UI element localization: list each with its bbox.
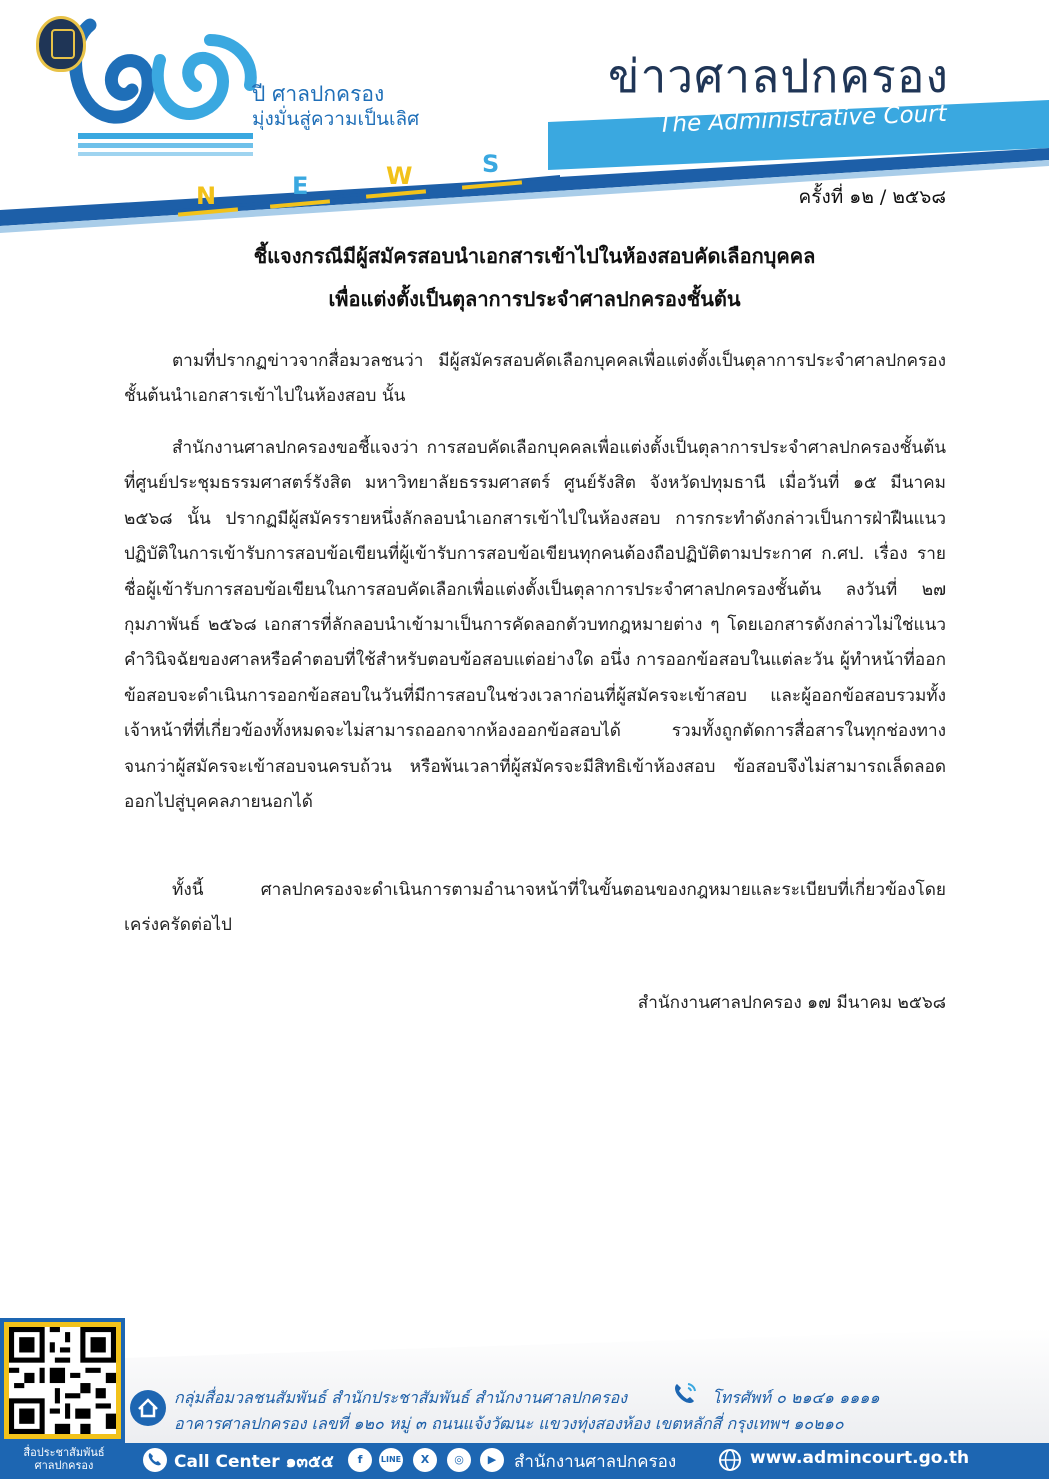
news-letter-e: E <box>292 172 309 200</box>
paragraph-3: ทั้งนี้ ศาลปกครองจะดำเนินการตามอำนาจหน้าที่ในขั้นตอนของกฎหมายและระเบียบที่เกี่ยวข้องโดยเคร่งครัดต่อไป <box>124 880 946 936</box>
paragraph-1: ตามที่ปรากฏข่าวจากสื่อมวลชนว่า มีผู้สมัครสอบคัดเลือกบุคคลเพื่อแต่งตั้งเป็นตุลาการประจำศาลปกครองชั้นต้นนำเอกสารเข้าไปในห้องสอบ นั้น <box>124 351 946 407</box>
website-link[interactable]: www.admincourt.go.th <box>750 1448 970 1468</box>
org-line: กลุ่มสื่อมวลชนสัมพันธ์ สำนักประชาสัมพันธ์ สำนักงานศาลปกครอง <box>174 1388 628 1407</box>
call-center[interactable]: Call Center ๑๓๕๕ <box>174 1452 334 1472</box>
issue-number: ครั้งที่ ๑๒ / ๒๕๖๘ <box>798 186 946 208</box>
instagram-icon[interactable]: ◎ <box>447 1448 471 1472</box>
phone-icon <box>668 1378 700 1410</box>
news-letter-n: N <box>196 182 217 210</box>
news-letter-w: W <box>386 162 413 190</box>
home-icon <box>130 1390 166 1426</box>
phone-number[interactable]: โทรศัพท์ ๐ ๒๑๔๑ ๑๑๑๑ <box>712 1388 880 1407</box>
headline-line2: เพื่อแต่งตั้งเป็นตุลาการประจำศาลปกครองชั้นต้น <box>328 287 741 311</box>
x-icon[interactable]: X <box>413 1448 437 1472</box>
signoff: สำนักงานศาลปกครอง ๑๗ มีนาคม ๒๕๖๘ <box>637 993 946 1013</box>
news-letter-s: S <box>482 150 500 178</box>
paragraph-2: สำนักงานศาลปกครองขอชี้แจงว่า การสอบคัดเลือกบุคคลเพื่อแต่งตั้งเป็นตุลาการประจำศาลปกครองชั้นต้น ที่ศูนย์ประชุมธรรมศาสตร์รังสิต มหาวิทยาลัยธรรมศาสตร์ ศูนย์รังสิต จังหวัดปทุมธานี เมื่อวันที่ ๑๕ มีนาคม ๒๕๖๘ นั้น ปรากฏมีผู้สมัครรายหนึ่งลักลอบนำเอกสารเข้าไปในห้องสอบ การกระทำดังกล่าวเป็นการฝ่าฝืนแนวปฏิบัติในการเข้ารับการสอบข้อเขียนที่ผู้เข้ารับการสอบข้อเขียนทุกคนต้องถือปฏิบัติตามประกาศ ก.ศป. เรื่อง รายชื่อผู้เข้ารับการสอบข้อเขียนในการสอบคัดเลือกเพื่อแต่งตั้งเป็นตุลาการประจำศาลปกครองชั้นต้น ลงวันที่ ๒๗ กุมภาพันธ์ ๒๕๖๘ เอกสารที่ลักลอบนำเข้ามาเป็นการคัดลอกตัวบทกฎหมายต่าง ๆ โดยเอกสารดังกล่าวไม่ใช่แนวคำวินิจฉัยของศาลหรือคำตอบที่ใช้สำหรับตอบข้อสอบแต่อย่างใด อนึ่ง การออกข้อสอบในแต่ละวัน ผู้ทำหน้าที่ออกข้อสอบจะดำเนินการออกข้อสอบในวันที่มีการสอบในช่วงเวลาก่อนที่ผู้สมัครจะเข้าสอบ และผู้ออกข้อสอบรวมทั้งเจ้าหน้าที่ที่เกี่ยวข้องทั้งหมดจะไม่สามารถออกจากห้องออกข้อสอบได้ รวมทั้งถูกตัดการสื่อสารในทุกช่องทางจนกว่าผู้สมัครจะเข้าสอบจนครบถ้วน หรือพ้นเวลาที่ผู้สมัครจะมีสิทธิเข้าห้องสอบ ข้อสอบจึงไม่สามารถเล็ดลอดออกไปสู่บุคคลภายนอกได้ <box>124 438 946 813</box>
court-name-english: The Administrative Court <box>658 100 948 138</box>
address: อาคารศาลปกครอง เลขที่ ๑๒๐ หมู่ ๓ ถนนแจ้งวัฒนะ แขวงทุ่งสองห้อง เขตหลักสี่ กรุงเทพฯ ๑๐๒๑๐ <box>174 1414 844 1433</box>
headline-line1: ชี้แจงกรณีมีผู้สมัครสอบนำเอกสารเข้าไปในห้องสอบคัดเลือกบุคคล <box>253 244 816 268</box>
court-emblem-icon <box>36 16 86 72</box>
qr-caption-line2: ศาลปกครอง <box>34 1459 94 1472</box>
call-center-icon <box>143 1448 167 1472</box>
qr-caption-line1: สื่อประชาสัมพันธ์ <box>23 1446 105 1459</box>
social-name[interactable]: สำนักงานศาลปกครอง <box>514 1452 677 1472</box>
news-title: ข่าวศาลปกครอง <box>608 49 949 103</box>
qr-code[interactable] <box>9 1327 116 1434</box>
globe-icon <box>717 1447 743 1473</box>
line-icon[interactable]: LINE <box>379 1448 403 1472</box>
anniversary-line1: ปี ศาลปกครอง <box>252 82 385 106</box>
facebook-icon[interactable]: f <box>348 1448 372 1472</box>
youtube-icon[interactable]: ▶ <box>480 1448 504 1472</box>
anniversary-line2: มุ่งมั่นสู่ความเป็นเลิศ <box>252 108 420 130</box>
